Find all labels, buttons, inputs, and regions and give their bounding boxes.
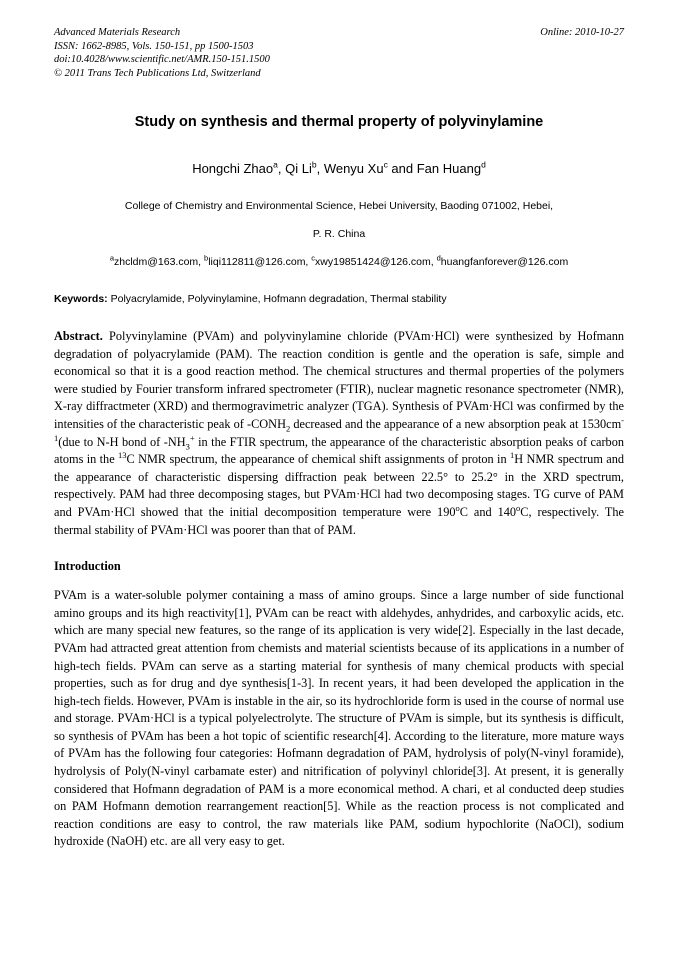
page-header <box>54 26 624 80</box>
abstract-sup-5: o <box>455 502 460 513</box>
abstract-sup-2: + <box>189 432 195 443</box>
copyright-line: © 2011 Trans Tech Publications Ltd, Switzerland <box>54 67 261 79</box>
author-sep-1: , <box>277 161 286 176</box>
keywords-line <box>54 293 624 305</box>
author-sep-3: and <box>387 161 417 176</box>
abstract-text-4: in the FTIR spectrum, the appearance of the characteristic absorption peaks of carbon atoms in the <box>54 434 624 467</box>
abstract-sub-2: 3 <box>185 441 190 452</box>
abstract-text-1: Polyvinylamine (PVAm) and polyvinylamine chloride (PVAm·HCl) were synthesized by Hofmann degradation of polyacrylamide (PAM). The reaction condition is gentle and the operation is safe, simple and economical so that it is a good reaction method. The chemical structures and thermal properties of the polymers were studied by Fourier transform infrared spectrometer (FTIR), nuclear magnetic resonance spectrometer (NMR), X-ray diffractmeter (XRD) and thermogravimetric analyzer (TGA). Synthesis of PVAm·HCl was confirmed by the intensities of the characteristic peak of -CONH <box>54 329 624 431</box>
author-2: Qi Li <box>285 161 312 176</box>
abstract-sub-1: 2 <box>285 423 291 434</box>
abstract-text-2: decreased and the appearance of a new absorption peak at 1530cm <box>290 416 622 431</box>
author-list <box>54 161 624 176</box>
abstract-text-7: C and 140 <box>459 504 517 519</box>
section-heading-introduction: Introduction <box>54 559 121 574</box>
author-sep-2: , <box>316 161 324 176</box>
email-2: liqi112811@126.com, <box>208 256 312 268</box>
online-date: Online: 2010-10-27 <box>540 27 624 38</box>
email-4: huangfanforever@126.com <box>440 256 569 268</box>
abstract-sup-3: 13 <box>118 450 127 461</box>
email-mark-3: c <box>311 253 316 263</box>
abstract-sup-4: 1 <box>509 450 515 461</box>
abstract-sup-6: o <box>516 502 521 513</box>
author-4-affil-mark: d <box>481 159 486 170</box>
keywords-values: Polyacrylamide, Polyvinylamine, Hofmann degradation, Thermal stability <box>107 293 447 305</box>
email-3: xwy19851424@126.com, <box>315 256 437 268</box>
issn-line: ISSN: 1662-8985, Vols. 150-151, pp 1500-1503 <box>54 40 254 52</box>
author-4: Fan Huang <box>416 161 482 176</box>
journal-name: Advanced Materials Research <box>54 27 181 38</box>
keywords-label: Keywords: <box>54 293 108 305</box>
author-1: Hongchi Zhao <box>192 161 274 176</box>
abstract-text-5: C NMR spectrum, the appearance of chemical shift assignments of proton in <box>126 452 510 467</box>
email-1: zhcldm@163.com, <box>113 256 205 268</box>
email-mark-4: d <box>436 253 441 263</box>
author-1-affil-mark: a <box>273 159 278 170</box>
abstract-sup-1: -1 <box>54 414 625 443</box>
email-mark-1: a <box>109 253 114 263</box>
doi-line: doi:10.4028/www.scientific.net/AMR.150-151.1500 <box>54 54 270 65</box>
author-2-affil-mark: b <box>311 159 317 170</box>
affiliation-line-2: P. R. China <box>312 228 366 240</box>
page-title: Study on synthesis and thermal property of polyvinylamine <box>134 114 544 130</box>
abstract-text-8: C, respectively. The thermal stability of PVAm·HCl was poorer than that of PAM. <box>54 504 624 537</box>
affiliation-line-1: College of Chemistry and Environmental Science, Hebei University, Baoding 071002, Hebei, <box>124 200 554 212</box>
abstract-label: Abstract. <box>54 329 103 343</box>
abstract-paragraph <box>54 328 624 539</box>
abstract-text-6: H NMR spectrum and the appearance of characteristic dispersing diffraction peak between 22.5° to 25.2° in the XRD spectrum, respectively. PAM had three decomposing stages, but PVAm·HCl had two decomposing stages. TG curve of PAM and PVAm·HCl showed that the initial decomposition temperature were 190 <box>54 452 625 519</box>
author-emails <box>54 253 624 268</box>
email-mark-2: b <box>204 253 209 263</box>
introduction-paragraph: PVAm is a water-soluble polymer containing a mass of amino groups. Since a large number of side functional amino groups and its high reactivity[1], PVAm can be react with aldehydes, anhydrides, and carboxylic acids, etc. which are many special new features, so the range of its application is very wide[2]. Especially in the last decade, PVAm had attracted great attention from chemists and material scientists because of its applications in a number of high-tech fields. PVAm can serve as a starting material for synthesis of many chemical products with special properties, such as for drug and dye synthesis[1-3]. In recent years, it had been developed the application in the high-tech fields. However, PVAm is instable in the air, so its hydrochloride form is used in the course of normal use and storage. PVAm·HCl is a typical polyelectrolyte. The structure of PVAm is simple, but its synthesis is difficult, so synthesis of PVAm has been a hot topic of scientific research[4]. According to the literature, more mature ways of PVAm has the following four categories: Hofmann degradation of PAM, hydrolysis of poly(N-vinyl foramide), hydrolysis of Poly(N-vinyl carbamate ester) and nitrification of polyvinyl chloride[3]. At present, it is generally considered that Hofmann degradation of PAM is a more economical method. A chari, et al conducted deep studies on PAM Hofmann demotion rearrangement reaction[5]. While as the reaction process is not complicated and reaction conditions are easy to control, the raw materials like PAM, sodium hypochlorite (NaOCl), sodium hydroxide (NaOH) etc. are all very easy to get. <box>54 588 624 849</box>
author-3: Wenyu Xu <box>323 161 384 176</box>
abstract-text-3: (due to N-H bond of -NH <box>58 434 186 449</box>
author-3-affil-mark: c <box>383 159 388 170</box>
